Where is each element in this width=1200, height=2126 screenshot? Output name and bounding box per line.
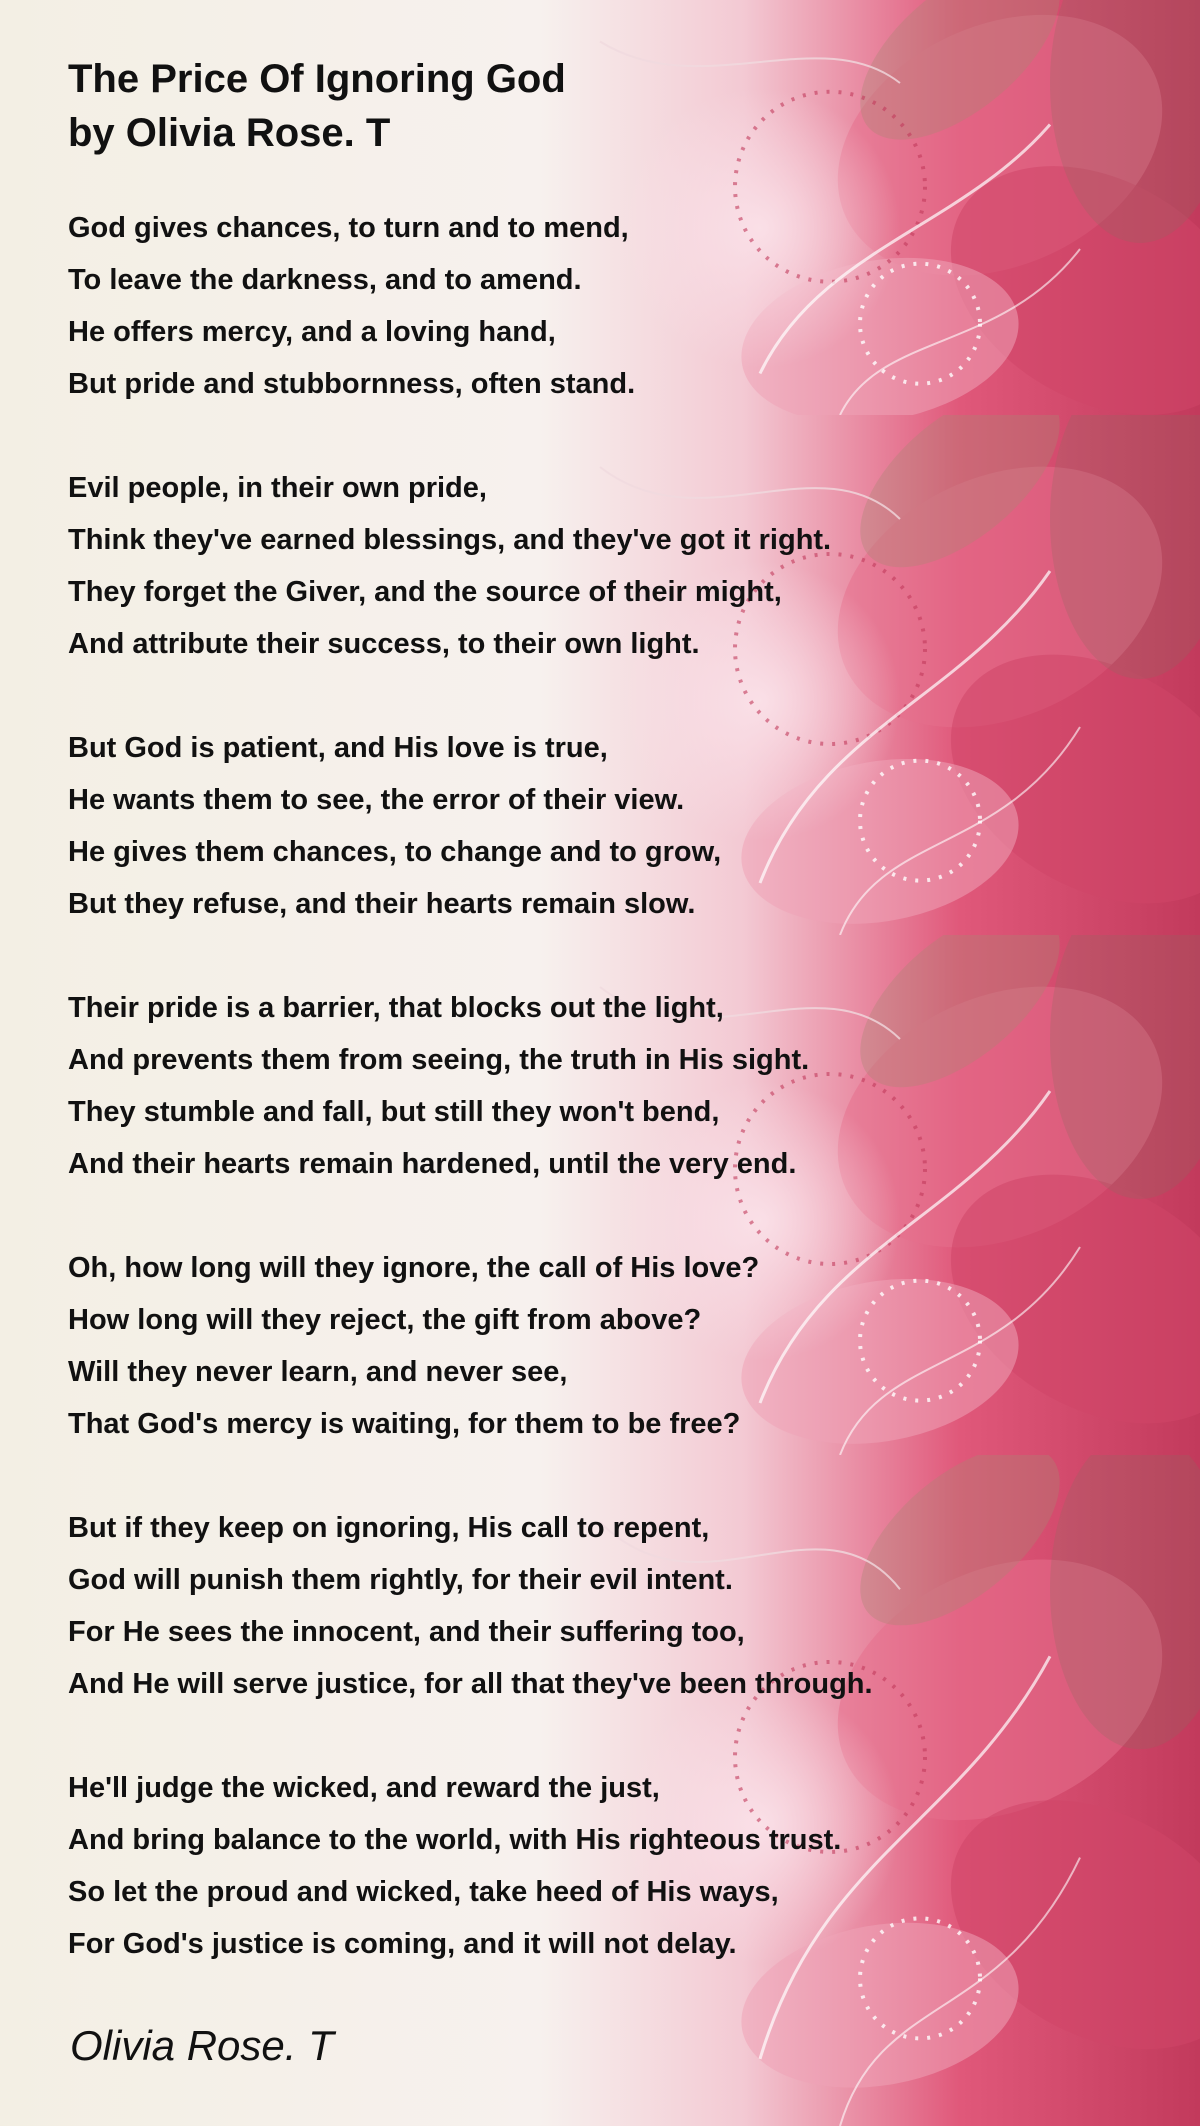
poem-line: And He will serve justice, for all that they've been through.: [68, 1668, 873, 1700]
stanza: [68, 462, 1168, 670]
poem-line: To leave the darkness, and to amend.: [68, 264, 582, 296]
stanza: [68, 1762, 1168, 1970]
poem-line: So let the proud and wicked, take heed of His ways,: [68, 1876, 779, 1908]
poem-line: Their pride is a barrier, that blocks out the light,: [68, 992, 724, 1024]
poem-line: And their hearts remain hardened, until the very end.: [68, 1148, 797, 1180]
poem-line: For God's justice is coming, and it will not delay.: [68, 1928, 737, 1960]
poem-line: And attribute their success, to their own light.: [68, 628, 700, 660]
poem-content: [68, 52, 1168, 1970]
poem-line: He'll judge the wicked, and reward the just,: [68, 1772, 660, 1804]
poem-line: But God is patient, and His love is true,: [68, 732, 608, 764]
poem-line: That God's mercy is waiting, for them to be free?: [68, 1408, 741, 1440]
poem-line: But if they keep on ignoring, His call to repent,: [68, 1512, 710, 1544]
stanza: [68, 1502, 1168, 1710]
poem-line: They stumble and fall, but still they won't bend,: [68, 1096, 720, 1128]
poem-line: How long will they reject, the gift from above?: [68, 1304, 702, 1336]
poem-line: Evil people, in their own pride,: [68, 472, 487, 504]
poem-line: Will they never learn, and never see,: [68, 1356, 568, 1388]
poem-line: But they refuse, and their hearts remain slow.: [68, 888, 696, 920]
stanza: [68, 722, 1168, 930]
poem-line: He offers mercy, and a loving hand,: [68, 316, 556, 348]
stanza: [68, 202, 1168, 410]
poem-title: The Price Of Ignoring God: [68, 57, 566, 101]
poem-line: Oh, how long will they ignore, the call of His love?: [68, 1252, 760, 1284]
poem-line: He gives them chances, to change and to grow,: [68, 836, 722, 868]
poem-line: God will punish them rightly, for their evil intent.: [68, 1564, 733, 1596]
poem-line: God gives chances, to turn and to mend,: [68, 212, 629, 244]
poem-line: They forget the Giver, and the source of their might,: [68, 576, 782, 608]
poem-line: And prevents them from seeing, the truth in His sight.: [68, 1044, 810, 1076]
poem-line: He wants them to see, the error of their view.: [68, 784, 685, 816]
poem-line: But pride and stubbornness, often stand.: [68, 368, 636, 400]
poem-signature: Olivia Rose. T: [70, 2022, 334, 2069]
poem-line: For He sees the innocent, and their suffering too,: [68, 1616, 745, 1648]
stanza: [68, 1242, 1168, 1450]
stanza: [68, 982, 1168, 1190]
poem-byline: by Olivia Rose. T: [68, 111, 391, 155]
poem-line: And bring balance to the world, with His righteous trust.: [68, 1824, 842, 1856]
poem-heading: [68, 52, 1168, 160]
poem-line: Think they've earned blessings, and they've got it right.: [68, 524, 832, 556]
